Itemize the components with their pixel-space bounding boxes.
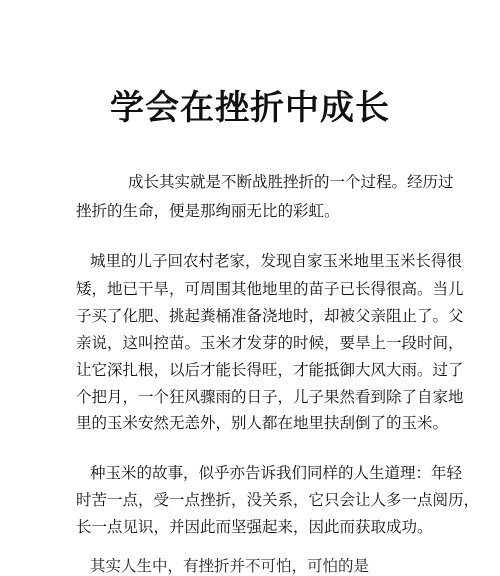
paragraph-line: 挫折的生命，便是那绚丽无比的彩虹。 <box>76 202 340 220</box>
paragraph-line: 子买了化肥、挑起粪桶准备浇地时，却被父亲阻止了。父 <box>76 307 464 325</box>
paragraph-line: 里的玉米安然无恙外，别人都在地里扶刮倒了的玉米。 <box>76 414 449 432</box>
paragraph-line: 让它深扎根，以后才能长得旺，才能抵御大风大雨。过了 <box>76 361 464 379</box>
paragraph-line: 时苦一点，受一点挫折，没关系，它只会让人多一点阅历， <box>76 491 480 509</box>
paragraph-line: 种玉米的故事，似乎亦告诉我们同样的人生道理：年轻 <box>90 464 463 482</box>
paragraph-line: 亲说，这叫控苗。玉米才发芽的时候，要旱上一段时间， <box>76 334 464 352</box>
paragraph-line: 长一点见识，并因此而坚强起来，因此而获取成功。 <box>76 518 433 536</box>
document-title: 学会在挫折中成长 <box>110 88 390 128</box>
paragraph-line: 城里的儿子回农村老家，发现自家玉米地里玉米长得很 <box>90 252 463 270</box>
paragraph-line: 矮，地已干旱，可周围其他地里的苗子已长得很高。当儿 <box>76 280 464 298</box>
cutoff-text-line: 其实人生中，有挫折并不可怕，可怕的是 <box>90 557 370 575</box>
paragraph-line: 成长其实就是不断战胜挫折的一个过程。经历过 <box>128 173 454 191</box>
paragraph-line: 个把月，一个狂风骤雨的日子，儿子果然看到除了自家地 <box>76 388 464 406</box>
